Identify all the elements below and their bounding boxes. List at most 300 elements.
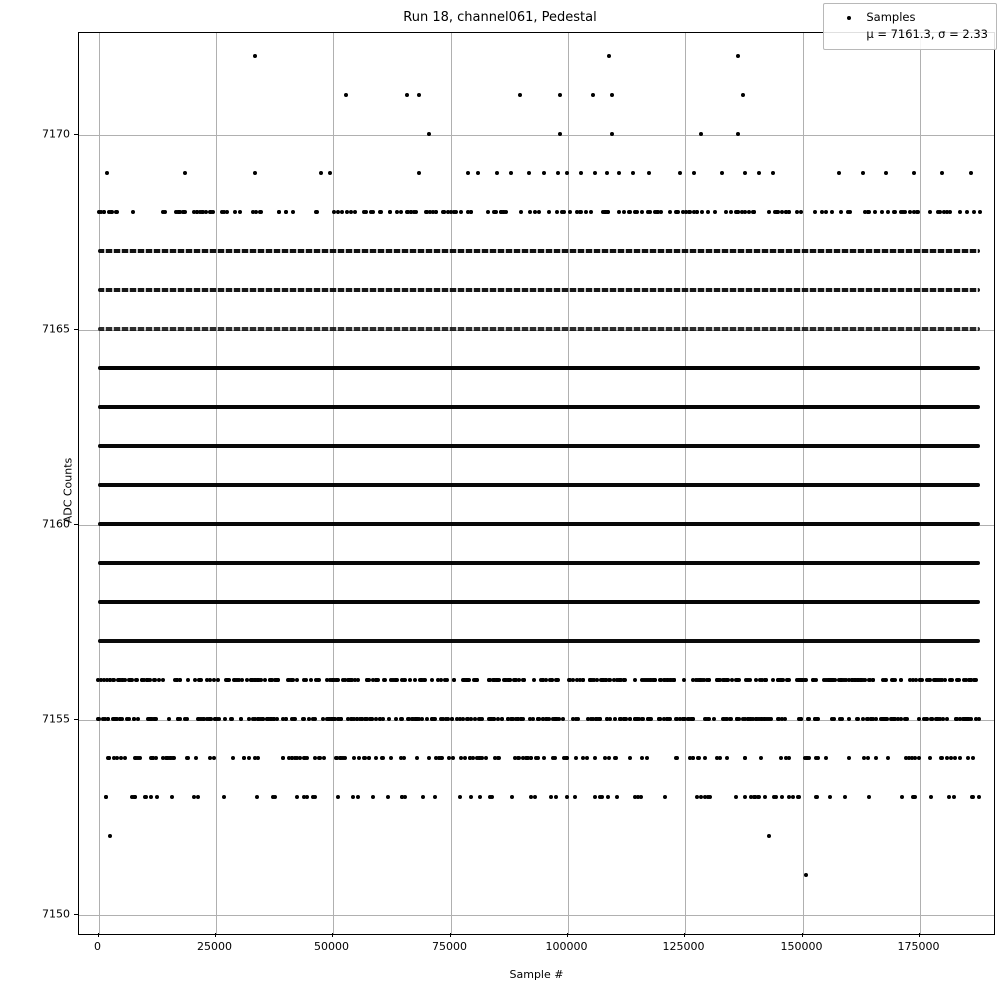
data-point — [336, 795, 340, 799]
data-point — [328, 171, 332, 175]
data-point — [471, 756, 475, 760]
data-point — [628, 756, 632, 760]
data-point — [307, 717, 311, 721]
data-band — [98, 561, 980, 565]
data-point — [837, 171, 841, 175]
data-point — [759, 756, 763, 760]
data-point — [645, 756, 649, 760]
data-point — [797, 795, 801, 799]
data-point — [712, 717, 716, 721]
data-point — [614, 756, 618, 760]
x-tick-mark — [684, 933, 685, 937]
data-point — [695, 210, 699, 214]
data-point — [824, 210, 828, 214]
data-point — [605, 717, 609, 721]
data-point — [542, 171, 546, 175]
data-point — [417, 171, 421, 175]
data-point — [353, 678, 357, 682]
data-point — [550, 678, 554, 682]
data-point — [743, 210, 747, 214]
data-point — [737, 678, 741, 682]
data-point — [388, 210, 392, 214]
data-point — [736, 54, 740, 58]
data-band — [98, 522, 980, 526]
data-point — [490, 795, 494, 799]
data-point — [593, 756, 597, 760]
data-point — [791, 795, 795, 799]
data-point — [186, 678, 190, 682]
data-point — [713, 210, 717, 214]
data-point — [223, 717, 227, 721]
data-point — [325, 678, 329, 682]
y-axis-label: ADC Counts — [61, 457, 75, 524]
data-point — [871, 678, 875, 682]
data-point — [617, 171, 621, 175]
data-point — [640, 756, 644, 760]
data-point — [317, 678, 321, 682]
data-point — [556, 171, 560, 175]
data-point — [628, 717, 632, 721]
data-point — [752, 210, 756, 214]
data-point — [403, 678, 407, 682]
data-point — [421, 795, 425, 799]
data-point — [336, 210, 340, 214]
data-point — [774, 795, 778, 799]
data-point — [247, 756, 251, 760]
x-tick-mark — [802, 933, 803, 937]
data-point — [208, 678, 212, 682]
x-tick-label: 175000 — [897, 940, 940, 953]
data-point — [688, 756, 692, 760]
data-band — [98, 444, 980, 448]
data-point — [208, 756, 212, 760]
data-point — [427, 756, 431, 760]
data-point — [743, 756, 747, 760]
data-point — [839, 210, 843, 214]
data-point — [478, 795, 482, 799]
data-point — [281, 756, 285, 760]
data-band — [98, 600, 980, 604]
data-point — [945, 756, 949, 760]
data-point — [598, 717, 602, 721]
data-point — [867, 795, 871, 799]
x-tick-label: 0 — [94, 940, 101, 953]
data-point — [820, 210, 824, 214]
data-point — [965, 210, 969, 214]
data-point — [255, 795, 259, 799]
data-point — [415, 756, 419, 760]
data-point — [943, 678, 947, 682]
data-point — [734, 795, 738, 799]
data-point — [615, 795, 619, 799]
data-point — [240, 678, 244, 682]
x-tick-label: 25000 — [197, 940, 232, 953]
data-point — [574, 756, 578, 760]
data-point — [780, 210, 784, 214]
data-point — [958, 210, 962, 214]
x-tick-label: 75000 — [432, 940, 467, 953]
data-point — [253, 171, 257, 175]
data-point — [663, 795, 667, 799]
data-point — [658, 717, 662, 721]
data-point — [874, 756, 878, 760]
data-point — [183, 171, 187, 175]
data-point — [945, 210, 949, 214]
data-point — [804, 873, 808, 877]
data-point — [928, 756, 932, 760]
x-axis-label: Sample # — [509, 968, 564, 981]
data-point — [108, 834, 112, 838]
data-point — [301, 717, 305, 721]
data-point — [351, 795, 355, 799]
data-point — [558, 93, 562, 97]
data-point — [958, 756, 962, 760]
plot-area — [78, 32, 995, 935]
data-point — [971, 756, 975, 760]
data-point — [115, 756, 119, 760]
data-point — [458, 795, 462, 799]
data-point — [123, 756, 127, 760]
data-point — [455, 717, 459, 721]
data-point — [383, 678, 387, 682]
data-point — [104, 795, 108, 799]
data-point — [767, 210, 771, 214]
data-point — [880, 210, 884, 214]
data-point — [771, 171, 775, 175]
x-tick-mark — [332, 933, 333, 937]
data-point — [640, 210, 644, 214]
data-point — [938, 210, 942, 214]
data-point — [449, 210, 453, 214]
data-point — [450, 717, 454, 721]
data-point — [136, 717, 140, 721]
data-point — [106, 717, 110, 721]
data-point — [459, 210, 463, 214]
data-point — [861, 171, 865, 175]
data-point — [242, 756, 246, 760]
data-point — [497, 756, 501, 760]
data-point — [584, 210, 588, 214]
data-point — [947, 795, 951, 799]
data-point — [263, 678, 267, 682]
data-point — [703, 756, 707, 760]
data-point — [591, 93, 595, 97]
data-point — [492, 717, 496, 721]
data-point — [949, 756, 953, 760]
data-point — [97, 717, 101, 721]
data-point — [579, 171, 583, 175]
data-point — [885, 717, 889, 721]
x-tick-label: 100000 — [545, 940, 588, 953]
data-point — [607, 54, 611, 58]
data-point — [565, 795, 569, 799]
data-point — [743, 171, 747, 175]
data-point — [757, 171, 761, 175]
data-point — [414, 210, 418, 214]
data-point — [828, 795, 832, 799]
data-point — [332, 210, 336, 214]
data-point — [225, 210, 229, 214]
y-tick-label: 7155 — [42, 712, 70, 725]
data-point — [912, 171, 916, 175]
data-point — [547, 210, 551, 214]
data-point — [527, 171, 531, 175]
data-point — [115, 210, 119, 214]
legend-label-samples: Samples — [866, 10, 916, 24]
data-point — [247, 717, 251, 721]
data-point — [127, 717, 131, 721]
data-point — [295, 678, 299, 682]
data-point — [843, 795, 847, 799]
data-point — [953, 756, 957, 760]
legend-entry-stats — [832, 26, 988, 43]
data-point — [405, 93, 409, 97]
data-point — [528, 210, 532, 214]
data-point — [930, 717, 934, 721]
data-point — [771, 678, 775, 682]
data-point — [816, 756, 820, 760]
data-point — [606, 795, 610, 799]
data-point — [736, 210, 740, 214]
data-point — [776, 210, 780, 214]
data-point — [555, 210, 559, 214]
data-point — [102, 210, 106, 214]
data-point — [610, 93, 614, 97]
data-point — [941, 717, 945, 721]
data-point — [589, 210, 593, 214]
data-point — [186, 756, 190, 760]
data-point — [469, 795, 473, 799]
data-point — [541, 717, 545, 721]
data-point — [253, 54, 257, 58]
data-point — [707, 717, 711, 721]
data-band — [98, 288, 980, 292]
data-point — [977, 795, 981, 799]
data-point — [633, 678, 637, 682]
data-point — [929, 795, 933, 799]
data-point — [322, 756, 326, 760]
data-point — [847, 678, 851, 682]
y-tick-label: 7170 — [42, 127, 70, 140]
data-point — [780, 717, 784, 721]
data-point — [873, 210, 877, 214]
data-point — [830, 210, 834, 214]
data-point — [884, 678, 888, 682]
data-point — [500, 717, 504, 721]
legend-entry-samples — [832, 9, 988, 26]
data-point — [725, 756, 729, 760]
x-tick-mark — [98, 933, 99, 937]
data-point — [529, 795, 533, 799]
data-point — [585, 756, 589, 760]
legend-label-stats: μ = 7161.3, σ = 2.33 — [866, 27, 988, 41]
data-point — [813, 210, 817, 214]
data-point — [420, 717, 424, 721]
data-point — [610, 132, 614, 136]
data-point — [807, 717, 811, 721]
data-point — [105, 171, 109, 175]
data-point — [163, 210, 167, 214]
data-point — [356, 795, 360, 799]
data-point — [161, 678, 165, 682]
data-point — [945, 717, 949, 721]
data-point — [413, 678, 417, 682]
y-tick-label: 7160 — [42, 517, 70, 530]
data-point — [699, 795, 703, 799]
data-point — [874, 717, 878, 721]
data-point — [554, 795, 558, 799]
data-point — [532, 678, 536, 682]
data-point — [231, 756, 235, 760]
data-point — [533, 795, 537, 799]
data-point — [558, 132, 562, 136]
data-point — [509, 171, 513, 175]
data-point — [238, 210, 242, 214]
data-point — [678, 171, 682, 175]
data-point — [367, 756, 371, 760]
data-point — [863, 678, 867, 682]
data-point — [847, 756, 851, 760]
data-point — [893, 678, 897, 682]
data-point — [607, 756, 611, 760]
x-tick-mark — [919, 933, 920, 937]
data-point — [940, 171, 944, 175]
data-point — [816, 717, 820, 721]
data-point — [605, 171, 609, 175]
data-point — [730, 678, 734, 682]
data-point — [647, 171, 651, 175]
data-point — [736, 132, 740, 136]
data-point — [345, 210, 349, 214]
data-point — [886, 756, 890, 760]
data-point — [832, 717, 836, 721]
data-point — [699, 132, 703, 136]
data-point — [861, 717, 865, 721]
data-point — [389, 756, 393, 760]
data-point — [886, 210, 890, 214]
data-point — [408, 678, 412, 682]
data-point — [950, 678, 954, 682]
data-point — [668, 210, 672, 214]
data-point — [783, 717, 787, 721]
data-point — [494, 210, 498, 214]
data-point — [581, 756, 585, 760]
data-point — [344, 93, 348, 97]
data-point — [319, 171, 323, 175]
data-point — [884, 171, 888, 175]
data-point — [430, 678, 434, 682]
data-point — [617, 210, 621, 214]
data-point — [315, 210, 319, 214]
data-point — [290, 756, 294, 760]
data-point — [394, 717, 398, 721]
data-point — [417, 93, 421, 97]
data-point — [399, 210, 403, 214]
y-tick-mark — [74, 524, 78, 525]
data-point — [107, 756, 111, 760]
data-band — [98, 327, 980, 331]
y-tick-mark — [74, 134, 78, 135]
data-point — [356, 678, 360, 682]
data-point — [522, 678, 526, 682]
data-point — [476, 171, 480, 175]
data-point — [747, 210, 751, 214]
data-point — [847, 717, 851, 721]
data-point — [729, 210, 733, 214]
data-point — [170, 795, 174, 799]
data-point — [840, 717, 844, 721]
data-point — [239, 717, 243, 721]
data-point — [466, 171, 470, 175]
data-point — [612, 678, 616, 682]
data-point — [374, 756, 378, 760]
data-band — [98, 249, 980, 253]
data-point — [155, 795, 159, 799]
data-point — [720, 171, 724, 175]
data-point — [461, 717, 465, 721]
data-point — [639, 795, 643, 799]
data-point — [277, 210, 281, 214]
data-point — [807, 756, 811, 760]
data-point — [692, 171, 696, 175]
data-point — [309, 678, 313, 682]
data-point — [763, 795, 767, 799]
data-point — [298, 756, 302, 760]
data-point — [672, 678, 676, 682]
data-point — [463, 756, 467, 760]
data-point — [561, 717, 565, 721]
data-point — [519, 210, 523, 214]
data-point — [706, 210, 710, 214]
x-tick-label: 150000 — [780, 940, 823, 953]
data-point — [903, 210, 907, 214]
data-point — [386, 795, 390, 799]
data-point — [978, 210, 982, 214]
x-tick-mark — [215, 933, 216, 937]
data-point — [371, 795, 375, 799]
data-point — [194, 756, 198, 760]
data-point — [446, 717, 450, 721]
x-tick-mark — [567, 933, 568, 937]
data-point — [593, 795, 597, 799]
data-point — [691, 756, 695, 760]
data-point — [779, 756, 783, 760]
data-point — [767, 834, 771, 838]
data-point — [144, 795, 148, 799]
data-point — [305, 756, 309, 760]
data-point — [743, 795, 747, 799]
x-tick-label: 50000 — [314, 940, 349, 953]
data-point — [352, 756, 356, 760]
data-point — [780, 795, 784, 799]
y-tick-mark — [74, 329, 78, 330]
data-point — [171, 756, 175, 760]
data-point — [459, 756, 463, 760]
data-point — [904, 756, 908, 760]
data-point — [682, 678, 686, 682]
data-point — [222, 795, 226, 799]
x-tick-mark — [450, 933, 451, 937]
data-point — [622, 210, 626, 214]
data-point — [537, 210, 541, 214]
data-point — [149, 795, 153, 799]
data-point — [917, 756, 921, 760]
data-point — [304, 678, 308, 682]
data-point — [573, 795, 577, 799]
data-point — [787, 756, 791, 760]
data-band — [98, 483, 980, 487]
data-point — [284, 210, 288, 214]
